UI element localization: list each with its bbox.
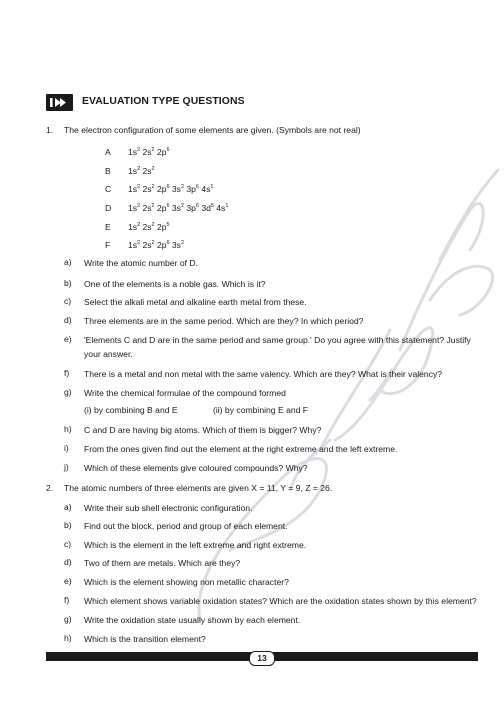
- orbital: 2s: [142, 222, 152, 232]
- subquestion-label: h): [64, 633, 72, 643]
- electron-count: 6: [166, 184, 170, 191]
- option-i: (i) by combining B and E: [84, 405, 178, 415]
- electron-count: 1: [210, 184, 214, 191]
- electron-count: 6: [166, 203, 170, 210]
- electron-count: 1: [225, 203, 229, 210]
- subquestion-label: h): [64, 424, 72, 434]
- subquestion-text: Which of these elements give coloured compounds? Why?: [84, 463, 308, 473]
- subquestion-text: Which is the transition element?: [84, 634, 206, 644]
- subquestion-text: From the ones given find out the element at the right extreme and the left extreme.: [84, 444, 398, 454]
- subquestion-label: d): [64, 557, 72, 567]
- subquestion-text: Write the oxidation state usually shown by each element.: [84, 615, 301, 625]
- subquestion-label: a): [64, 502, 72, 512]
- electron-count: 2: [180, 203, 184, 210]
- config-letter: E: [105, 222, 111, 232]
- electron-count: 5: [210, 203, 214, 210]
- orbital: 1s: [128, 203, 138, 213]
- subquestion-label: f): [64, 595, 70, 605]
- orbital: 3d: [201, 203, 211, 213]
- electron-configuration: [128, 203, 228, 213]
- orbital: 2s: [142, 240, 152, 250]
- electron-count: 2: [151, 147, 155, 154]
- subquestion-label: e): [64, 334, 72, 344]
- subquestion-label: d): [64, 315, 72, 325]
- question-number: 1.: [46, 125, 54, 135]
- subquestion-label: b): [64, 520, 72, 530]
- subquestion-text: Two of them are metals. Which are they?: [84, 558, 241, 568]
- orbital: 2s: [142, 184, 152, 194]
- orbital: 2s: [142, 203, 152, 213]
- orbital: 3s: [171, 240, 181, 250]
- electron-count: 6: [166, 147, 170, 154]
- orbital: 3s: [171, 203, 181, 213]
- electron-count: 2: [151, 240, 155, 247]
- subquestion-text: Which element shows variable oxidation states? Which are the oxidation states shown by this element?: [84, 596, 477, 606]
- electron-count: 2: [137, 184, 141, 191]
- electron-count: 2: [180, 240, 184, 247]
- question-text: The atomic numbers of three elements are given X = 11, Y = 9, Z = 26.: [64, 483, 333, 493]
- evaluation-icon: [46, 94, 73, 111]
- subquestion-text: Write the chemical formulae of the compound formed: [84, 388, 286, 398]
- electron-configuration: [128, 147, 170, 157]
- config-letter: C: [105, 184, 112, 194]
- orbital: 1s: [128, 240, 138, 250]
- subquestion-label: c): [64, 539, 72, 549]
- orbital: 2p: [156, 203, 167, 213]
- electron-count: 2: [137, 147, 141, 154]
- subquestion-text: 'Elements C and D are in the same period and same group.' Do you agree with this statement? Justify: [84, 335, 471, 345]
- electron-configuration: [128, 240, 184, 250]
- orbital: 2s: [142, 166, 152, 176]
- orbital: 2p: [156, 240, 167, 250]
- orbital: 1s: [128, 147, 138, 157]
- electron-count: 5: [166, 222, 170, 229]
- config-letter: F: [105, 240, 111, 250]
- subquestion-label: e): [64, 576, 72, 586]
- config-letter: B: [105, 166, 111, 176]
- orbital: 2s: [142, 147, 152, 157]
- electron-count: 6: [195, 184, 199, 191]
- electron-count: 2: [137, 166, 141, 173]
- subquestion-label: j): [64, 462, 69, 472]
- subquestion-text: Select the alkali metal and alkaline earth metal from these.: [84, 297, 307, 307]
- orbital: 3p: [186, 203, 196, 213]
- subquestion-text: Write their sub shell electronic configuration.: [84, 503, 253, 513]
- electron-count: 2: [151, 203, 155, 210]
- subquestion-text: C and D are having big atoms. Which of them is bigger? Why?: [84, 425, 322, 435]
- option-ii: (ii) by combining E and F: [213, 405, 309, 415]
- subquestion-label: f): [64, 368, 70, 378]
- subquestion-text: Three elements are in the same period. Which are they? In which period?: [84, 316, 364, 326]
- config-letter: A: [105, 147, 111, 157]
- orbital: 1s: [128, 166, 138, 176]
- subquestion-label: g): [64, 387, 72, 397]
- electron-count: 2: [151, 184, 155, 191]
- electron-count: 6: [195, 203, 199, 210]
- electron-configuration: [128, 222, 170, 232]
- electron-configuration: [128, 184, 213, 194]
- watermark-logo: [130, 150, 504, 650]
- subquestion-label: i): [64, 443, 69, 453]
- section-heading: EVALUATION TYPE QUESTIONS: [82, 96, 245, 107]
- orbital: 1s: [128, 222, 138, 232]
- subquestion-text: Write the atomic number of D.: [84, 258, 198, 268]
- orbital: 3s: [171, 184, 181, 194]
- electron-configuration: [128, 166, 155, 176]
- electron-count: 2: [137, 240, 141, 247]
- orbital: 2p: [156, 147, 167, 157]
- orbital: 4s: [216, 203, 226, 213]
- orbital: 4s: [201, 184, 211, 194]
- question-number: 2.: [46, 483, 54, 493]
- electron-count: 6: [166, 240, 170, 247]
- subquestion-text: Find out the block, period and group of each element.: [84, 521, 288, 531]
- config-letter: D: [105, 203, 112, 213]
- electron-count: 2: [137, 203, 141, 210]
- subquestion-text-continued: your answer.: [84, 349, 133, 359]
- electron-count: 2: [180, 184, 184, 191]
- orbital: 1s: [128, 184, 138, 194]
- orbital: 2p: [156, 184, 167, 194]
- subquestion-text: One of the elements is a noble gas. Which is it?: [84, 279, 266, 289]
- subquestion-label: c): [64, 296, 72, 306]
- orbital: 2p: [156, 222, 167, 232]
- orbital: 3p: [186, 184, 196, 194]
- electron-count: 2: [137, 222, 141, 229]
- subquestion-text: Which is the element showing non metallic character?: [84, 577, 289, 587]
- electron-count: 2: [151, 166, 155, 173]
- subquestion-label: b): [64, 278, 72, 288]
- subquestion-text: There is a metal and non metal with the same valency. Which are they? What is their valency?: [84, 369, 443, 379]
- subquestion-label: g): [64, 614, 72, 624]
- subquestion-label: a): [64, 257, 72, 267]
- page-number: 13: [249, 651, 275, 666]
- question-text: The electron configuration of some elements are given. (Symbols are not real): [64, 125, 361, 135]
- subquestion-text: Which is the element in the left extreme and right extreme.: [84, 540, 307, 550]
- electron-count: 2: [151, 222, 155, 229]
